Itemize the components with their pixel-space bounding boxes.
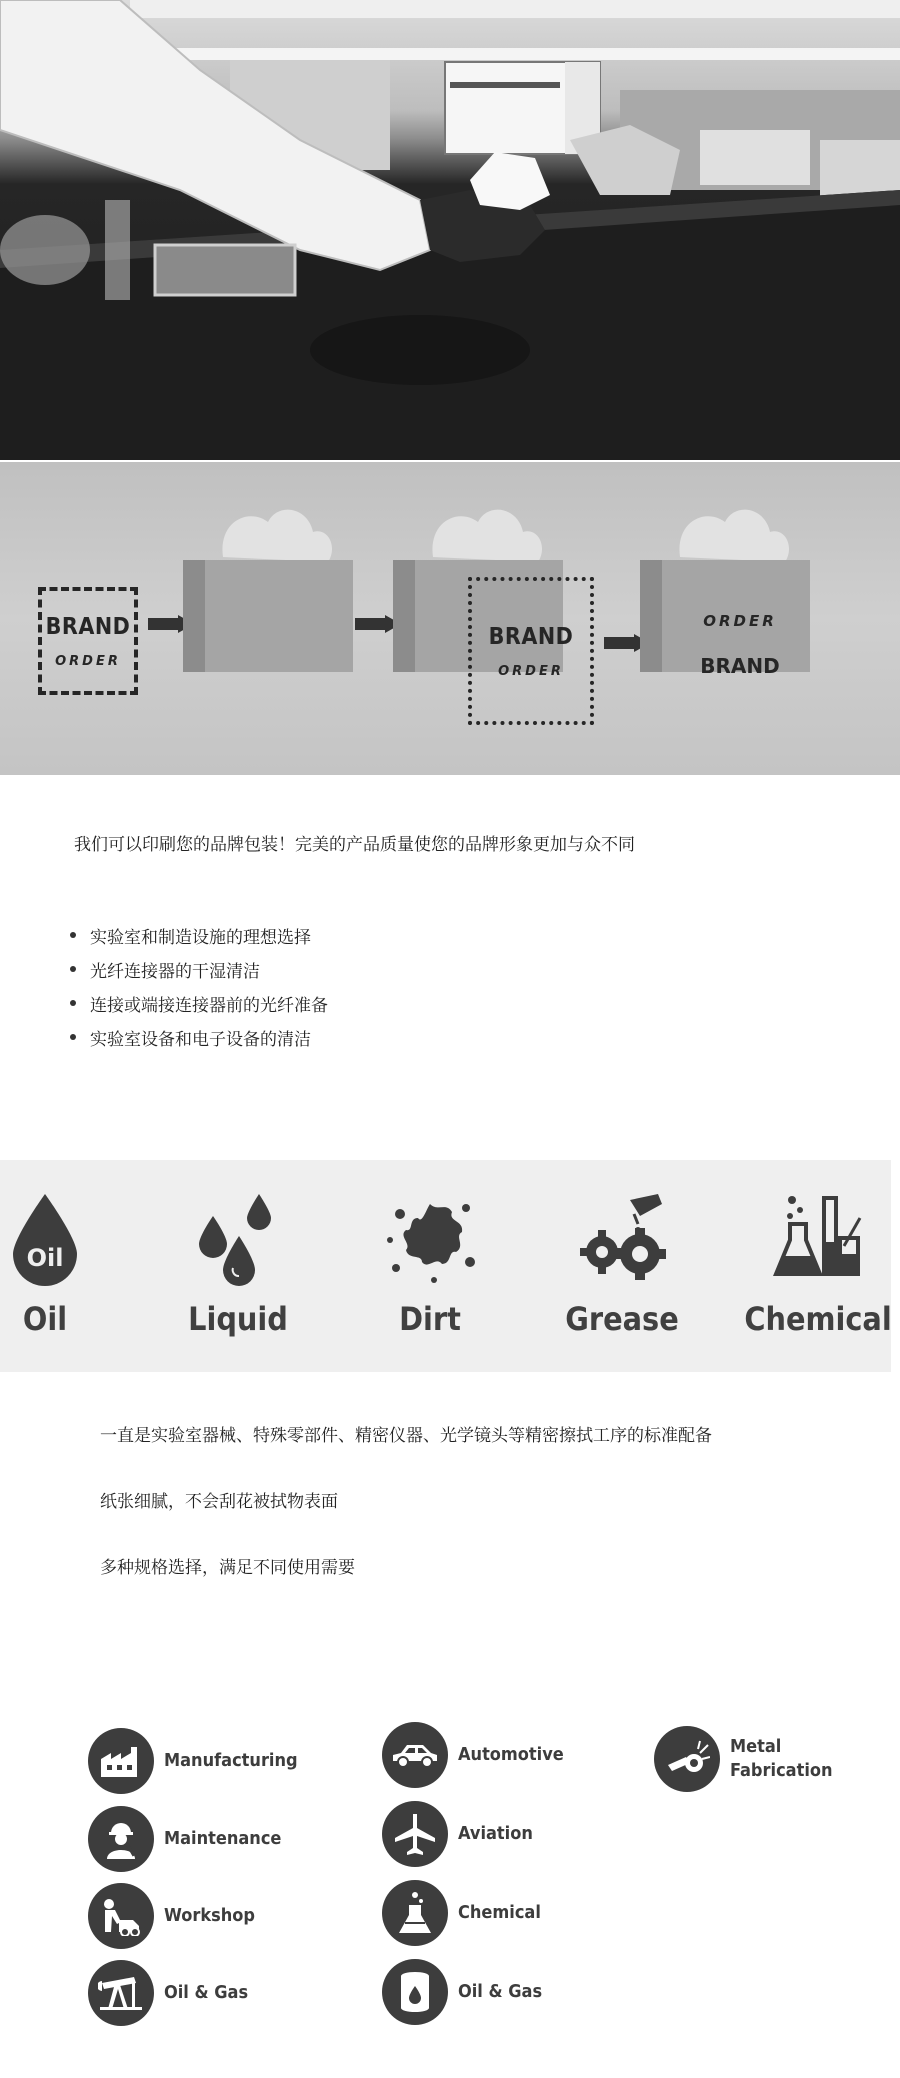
industry-label: Oil & Gas [458,1981,543,2002]
list-item: 连接或端接连接器前的光纤准备 [70,986,328,1020]
dirt-splat-icon [382,1190,478,1286]
grinder-icon [654,1726,720,1792]
industry-label: Metal Fabrication [730,1736,833,1781]
lab-scene-illustration [0,0,900,460]
oil-pump-icon [88,1960,154,2026]
industry-oil-gas [88,1960,248,2026]
bullet-icon [70,932,76,938]
type-liquid [148,1160,328,1372]
order-text: ORDER [55,653,121,669]
bullet-icon [70,966,76,972]
industry-label: Oil & Gas [164,1982,249,2003]
type-oil [0,1160,135,1372]
bullet-icon [70,1034,76,1040]
industry-maintenance [88,1806,281,1872]
industry-label: Manufacturing [164,1750,298,1771]
svg-text:Oil: Oil [26,1244,64,1272]
industry-label: Maintenance [164,1828,282,1849]
oil-barrel-icon [382,1959,448,2025]
bullet-icon [70,1000,76,1006]
feature-list [70,918,328,1054]
industry-label: Automotive [458,1744,564,1765]
type-label: Oil [22,1300,68,1338]
printed-order-text: ORDER [703,612,777,630]
type-label: Chemical [744,1300,892,1338]
industry-automotive [382,1722,564,1788]
product-description [100,1420,820,1585]
type-chemical [728,1160,900,1372]
type-dirt [340,1160,520,1372]
car-repair-icon [88,1883,154,1949]
brand-text: BRAND [488,623,574,650]
list-item: 实验室设备和电子设备的清洁 [70,1020,328,1054]
description-paragraph: 一直是实验室器械、特殊零部件、精密仪器、光学镜头等精密擦拭工序的标准配备 [100,1426,712,1446]
printed-tissue-box [635,502,815,677]
dirt-types-band [0,1160,891,1372]
printed-brand-text: BRAND [700,654,780,678]
description-paragraph: 纸张细腻，不会刮花被拭物表面 [100,1492,338,1512]
industry-workshop [88,1883,255,1949]
plain-tissue-box [178,502,358,677]
oil-drop-icon [9,1192,81,1286]
description-paragraph: 多种规格选择，满足不同使用需要 [100,1558,355,1578]
industry-manufacturing [88,1728,298,1794]
brand-label-card [38,587,138,695]
worker-icon [88,1806,154,1872]
type-grease [532,1160,712,1372]
car-icon [382,1722,448,1788]
custom-branding-process [0,462,900,775]
chemical-flask-icon [770,1188,866,1284]
grease-gears-icon [574,1190,670,1286]
chemical-flask-icon [382,1880,448,1946]
tagline: 我们可以印刷您的品牌包装！完美的产品质量使您的品牌形象更加与众不同 [74,835,635,855]
applied-label-card [468,577,594,725]
industry-label: Workshop [164,1905,256,1926]
industry-oil-gas [382,1959,542,2025]
list-item: 实验室和制造设施的理想选择 [70,918,328,952]
type-label: Liquid [188,1300,288,1338]
type-label: Grease [565,1300,679,1338]
industry-label: Chemical [458,1902,541,1923]
factory-icon [88,1728,154,1794]
hero-lab-photo [0,0,900,460]
airplane-icon [382,1801,448,1867]
order-text: ORDER [498,663,564,679]
industry-chemical [382,1880,541,1946]
industry-metal-fabrication [654,1726,840,1792]
liquid-drops-icon [193,1188,283,1288]
industry-label: Aviation [458,1823,533,1844]
list-item: 光纤连接器的干湿清洁 [70,952,328,986]
brand-text: BRAND [45,613,131,640]
type-label: Dirt [399,1300,461,1338]
industry-aviation [382,1801,533,1867]
